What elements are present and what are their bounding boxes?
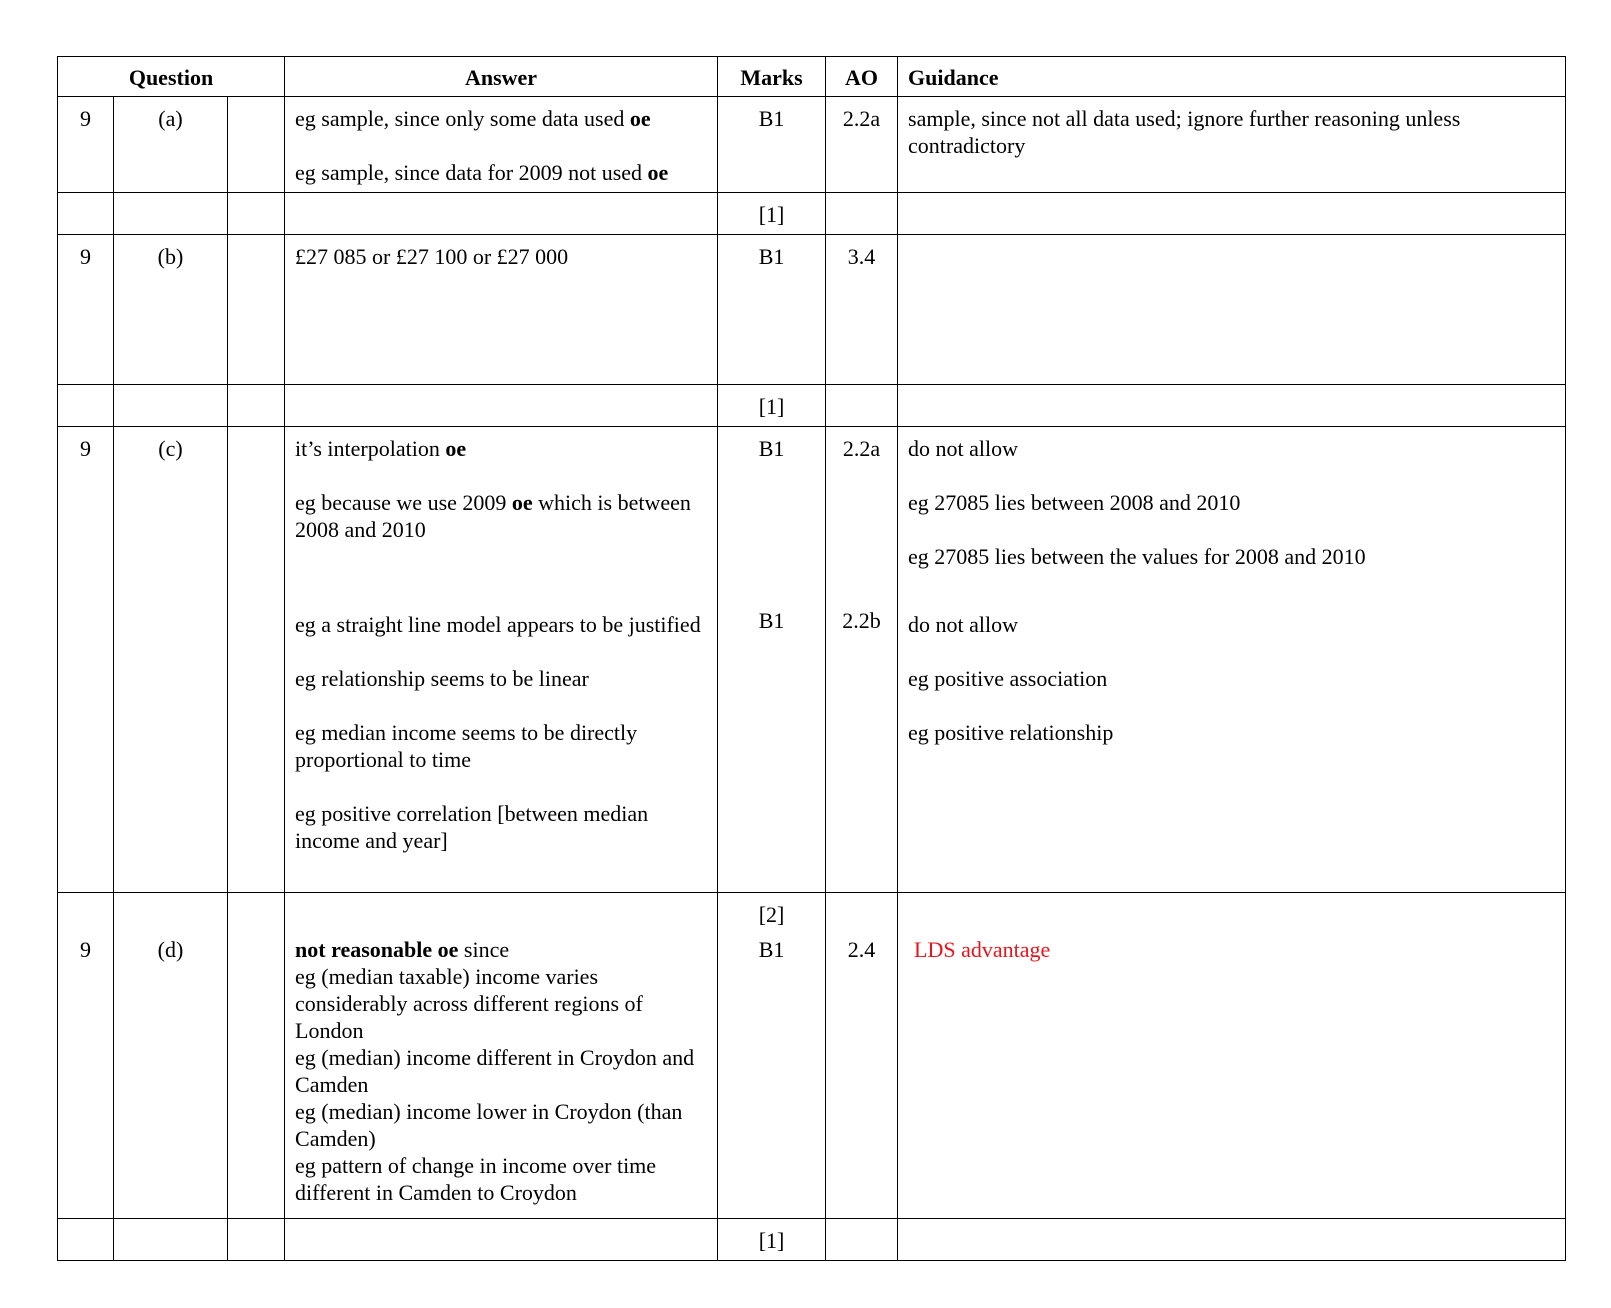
marks-total: [1] xyxy=(718,193,826,235)
oe-mark: oe xyxy=(445,436,467,461)
mark-scheme-table xyxy=(57,56,1566,1261)
answer-text: which is between 2008 and 2010 xyxy=(295,490,691,542)
answer-text: it’s interpolation xyxy=(295,436,446,461)
question-subpart xyxy=(228,97,285,193)
ao-cell: 2.2a xyxy=(826,97,898,193)
header-ao: AO xyxy=(826,57,898,97)
answer-line xyxy=(295,105,707,132)
lds-annotation: LDS advantage xyxy=(914,937,1051,962)
answer-text: eg sample, since only some data used xyxy=(295,106,630,131)
question-number xyxy=(58,893,114,1219)
row-9a xyxy=(58,97,1566,193)
answer-line: eg median income seems to be directly proportional to time xyxy=(295,720,638,772)
marks-total: [2] xyxy=(758,902,785,927)
header-marks: Marks xyxy=(718,57,826,97)
answer-cell: £27 085 or £27 100 or £27 000 xyxy=(285,235,718,385)
ao-value: 2.2b xyxy=(842,608,881,633)
answer-cell xyxy=(285,893,718,1219)
guidance-line: eg 27085 lies between the values for 2008 and 2010 xyxy=(908,544,1366,569)
answer-line xyxy=(295,936,707,963)
ao-value: 2.4 xyxy=(847,937,876,962)
question-subpart xyxy=(228,427,285,893)
answer-cell xyxy=(285,427,718,893)
oe-mark: oe xyxy=(511,490,533,515)
guidance-line: do not allow xyxy=(908,436,1019,461)
question-part xyxy=(114,893,228,1219)
row-9a-total xyxy=(58,193,1566,235)
answer-text: since xyxy=(458,937,510,962)
marks-value: B1 xyxy=(758,436,785,461)
marks-cell: B1 xyxy=(718,235,826,385)
ao-value: 2.2a xyxy=(842,436,881,461)
guidance-cell: sample, since not all data used; ignore further reasoning unless contradictory xyxy=(898,97,1566,193)
ao-cell xyxy=(826,427,898,893)
row-9b xyxy=(58,235,1566,385)
question-part: (c) xyxy=(114,427,228,893)
answer-text: eg sample, since data for 2009 not used xyxy=(295,160,648,185)
marks-value: B1 xyxy=(758,608,785,633)
header-row xyxy=(58,57,1566,97)
row-9b-total xyxy=(58,385,1566,427)
answer-line: eg (median taxable) income varies considerably across different regions of London xyxy=(295,964,643,1043)
question-subpart xyxy=(228,235,285,385)
question-number-value: 9 xyxy=(80,937,91,962)
guidance-line: eg 27085 lies between 2008 and 2010 xyxy=(908,490,1241,515)
marks-cell: B1 xyxy=(718,97,826,193)
guidance-cell xyxy=(898,427,1566,893)
marks-total: [1] xyxy=(718,1219,826,1261)
answer-line xyxy=(295,159,707,186)
answer-line: eg relationship seems to be linear xyxy=(295,666,589,691)
row-9d-total xyxy=(58,1219,1566,1261)
answer-line: eg (median) income different in Croydon and Camden xyxy=(295,1045,695,1097)
oe-mark: oe xyxy=(647,160,669,185)
guidance-cell xyxy=(898,235,1566,385)
answer-cell xyxy=(285,97,718,193)
oe-mark: oe xyxy=(629,106,651,131)
answer-line: eg positive correlation [between median income and year] xyxy=(295,801,649,853)
row-9c xyxy=(58,427,1566,893)
answer-line: eg pattern of change in income over time different in Camden to Croydon xyxy=(295,1153,657,1205)
guidance-cell xyxy=(898,893,1566,1219)
question-part-value: (d) xyxy=(157,937,184,962)
marks-cell xyxy=(718,427,826,893)
answer-text: not reasonable oe xyxy=(295,937,459,962)
header-answer: Answer xyxy=(285,57,718,97)
answer-line xyxy=(295,435,707,462)
guidance-line: eg positive association xyxy=(908,666,1108,691)
ao-cell: 3.4 xyxy=(826,235,898,385)
guidance-line: eg positive relationship xyxy=(908,720,1114,745)
answer-line: eg a straight line model appears to be justified xyxy=(295,612,701,637)
answer-line: eg (median) income lower in Croydon (than Camden) xyxy=(295,1099,683,1151)
question-number: 9 xyxy=(58,97,114,193)
marks-total: [1] xyxy=(718,385,826,427)
ao-cell xyxy=(826,893,898,1219)
answer-text: eg because we use 2009 xyxy=(295,490,512,515)
question-number: 9 xyxy=(58,235,114,385)
question-number: 9 xyxy=(58,427,114,893)
answer-line xyxy=(295,489,707,543)
question-subpart xyxy=(228,893,285,1219)
question-part: (b) xyxy=(114,235,228,385)
header-guidance: Guidance xyxy=(898,57,1566,97)
guidance-line: do not allow xyxy=(908,612,1019,637)
row-9d xyxy=(58,893,1566,1219)
question-part: (a) xyxy=(114,97,228,193)
marks-value: B1 xyxy=(758,937,785,962)
header-question: Question xyxy=(58,57,285,97)
marks-cell xyxy=(718,893,826,1219)
